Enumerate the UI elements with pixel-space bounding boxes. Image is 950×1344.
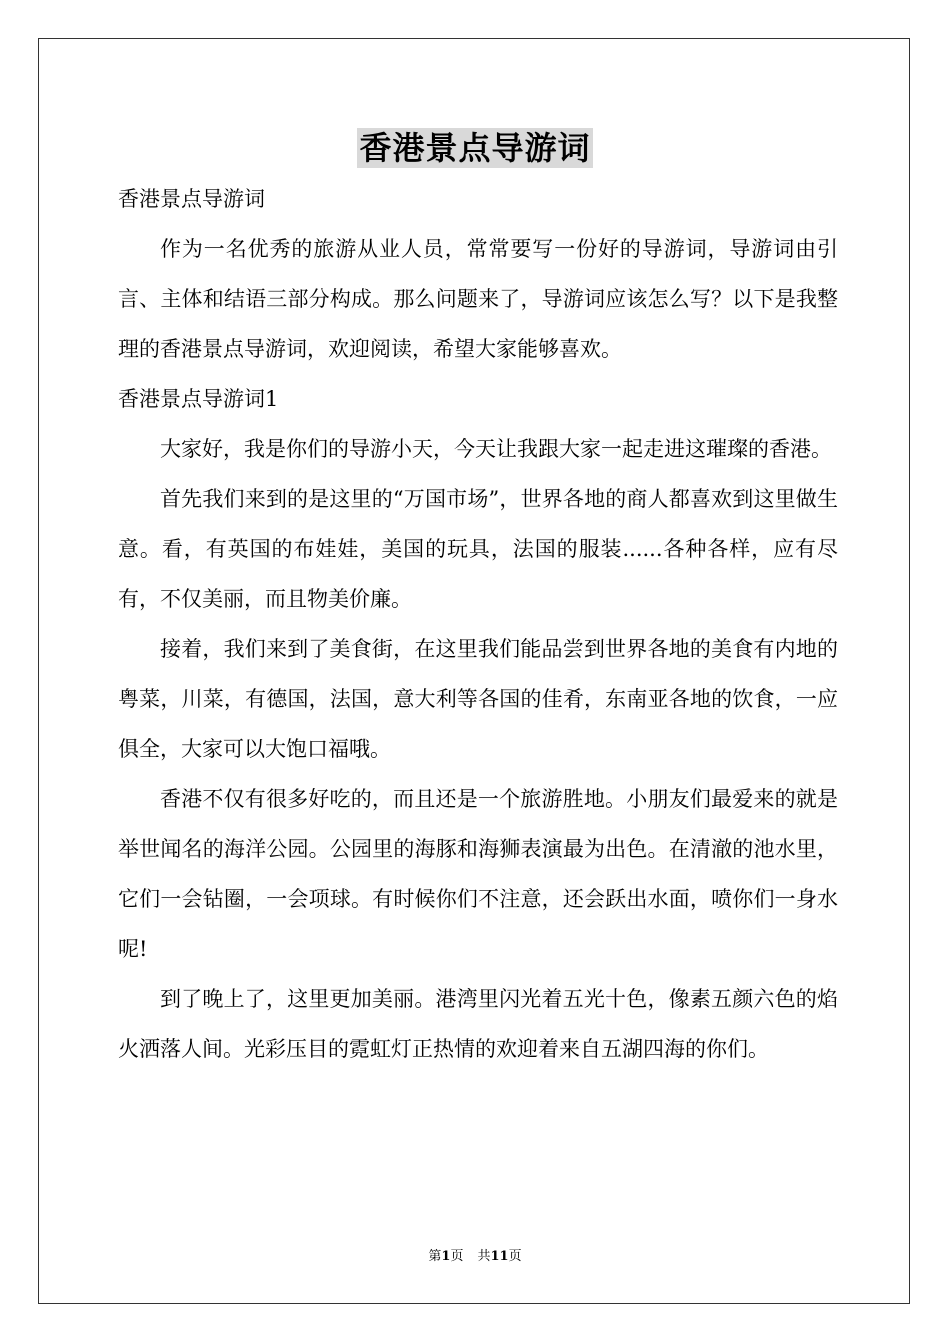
- body-paragraph: 首先我们来到的是这里的“万国市场”，世界各地的商人都喜欢到这里做生意。看，有英国的布娃娃，美国的玩具，法国的服装......各种各样，应有尽有，不仅美丽，而且物美价廉。: [118, 487, 838, 611]
- document-subtitle: 香港景点导游词: [118, 187, 265, 211]
- page-footer: [0, 1248, 950, 1266]
- document-title: 香港景点导游词: [359, 129, 591, 167]
- total-prefix: 共: [477, 1249, 491, 1264]
- body-paragraph: 接着，我们来到了美食街，在这里我们能品尝到世界各地的美食有内地的粤菜，川菜，有德国，法国，意大利等各国的佳肴，东南亚各地的饮食，一应俱全，大家可以大饱口福哦。: [118, 637, 838, 761]
- body-paragraph: 到了晚上了，这里更加美丽。港湾里闪光着五光十色，像素五颜六色的焰火洒落人间。光彩压目的霓虹灯正热情的欢迎着来自五湖四海的你们。: [118, 987, 838, 1061]
- body-paragraph: 大家好，我是你们的导游小天，今天让我跟大家一起走进这璀璨的香港。: [160, 437, 832, 461]
- section-heading: 香港景点导游词1: [118, 387, 279, 411]
- intro-paragraph: 作为一名优秀的旅游从业人员，常常要写一份好的导游词，导游词由引言、主体和结语三部分构成。那么问题来了，导游词应该怎么写？以下是我整理的香港景点导游词，欢迎阅读，希望大家能够喜欢。: [118, 237, 838, 361]
- body-paragraph: 香港不仅有很多好吃的，而且还是一个旅游胜地。小朋友们最爱来的就是举世闻名的海洋公园。公园里的海豚和海狮表演最为出色。在清澈的池水里，它们一会钻圈，一会项球。有时候你们不注意，还会跃出水面，喷你们一身水呢!: [118, 787, 838, 961]
- total-suffix: 页: [508, 1249, 522, 1264]
- page-prefix: 第: [428, 1249, 442, 1264]
- document-body: [118, 174, 838, 1074]
- page-suffix: 页: [450, 1249, 464, 1264]
- total-page-number: 11: [490, 1249, 509, 1264]
- current-page-number: 1: [441, 1249, 451, 1264]
- title-container: [0, 128, 950, 168]
